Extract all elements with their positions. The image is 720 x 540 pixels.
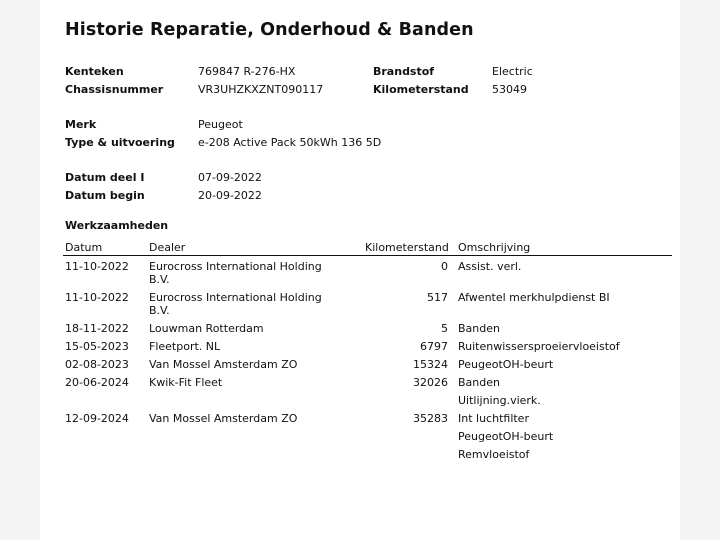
datum-deel-label: Datum deel I — [65, 171, 145, 184]
row-5-kilometerstand: 15324 — [413, 358, 448, 371]
chassis-value: VR3UHZKXZNT090117 — [198, 83, 324, 96]
page-title: Historie Reparatie, Onderhoud & Banden — [65, 20, 474, 40]
row-1-dealer-line-2: B.V. — [149, 273, 170, 286]
row-6-dealer: Kwik-Fit Fleet — [149, 376, 223, 389]
row-2-datum: 11-10-2022 — [65, 291, 129, 304]
datum-begin-label: Datum begin — [65, 189, 145, 202]
row-3-kilometerstand: 5 — [441, 322, 448, 335]
row-1-datum: 11-10-2022 — [65, 260, 129, 273]
kenteken-label: Kenteken — [65, 65, 124, 78]
type-value: e-208 Active Pack 50kWh 136 5D — [198, 136, 382, 149]
row-1-kilometerstand: 0 — [441, 260, 448, 273]
column-header-dealer: Dealer — [149, 241, 186, 254]
table-header-divider — [63, 255, 672, 256]
row-2-dealer-line-2: B.V. — [149, 304, 170, 317]
row-7-omschrijving-line-3: Remvloeistof — [458, 448, 530, 461]
row-7-datum: 12-09-2024 — [65, 412, 129, 425]
type-label: Type & uitvoering — [65, 136, 175, 149]
row-5-datum: 02-08-2023 — [65, 358, 129, 371]
brandstof-label: Brandstof — [373, 65, 435, 78]
row-5-omschrijving: PeugeotOH-beurt — [458, 358, 554, 371]
row-4-omschrijving: Ruitenwissersproeiervloeistof — [458, 340, 620, 353]
row-6-kilometerstand: 32026 — [413, 376, 448, 389]
row-6-omschrijving: Banden — [458, 376, 500, 389]
row-3-datum: 18-11-2022 — [65, 322, 129, 335]
row-7-omschrijving: Int luchtfilter — [458, 412, 529, 425]
row-4-dealer: Fleetport. NL — [149, 340, 221, 353]
document-page — [40, 0, 680, 540]
row-2-dealer: Eurocross International Holding — [149, 291, 322, 304]
chassis-label: Chassisnummer — [65, 83, 164, 96]
row-6-datum: 20-06-2024 — [65, 376, 129, 389]
brandstof-value: Electric — [492, 65, 533, 78]
row-6-omschrijving-line-2: Uitlijning.vierk. — [458, 394, 541, 407]
datum-deel-value: 07-09-2022 — [198, 171, 262, 184]
row-1-dealer: Eurocross International Holding — [149, 260, 322, 273]
merk-label: Merk — [65, 118, 97, 131]
column-header-omschrijving: Omschrijving — [458, 241, 531, 254]
row-2-omschrijving: Afwentel merkhulpdienst BI — [458, 291, 610, 304]
kenteken-value: 769847 R-276-HX — [198, 65, 296, 78]
row-5-dealer: Van Mossel Amsterdam ZO — [149, 358, 298, 371]
row-4-kilometerstand: 6797 — [420, 340, 448, 353]
column-header-datum: Datum — [65, 241, 103, 254]
kilometerstand-value: 53049 — [492, 83, 527, 96]
row-7-dealer: Van Mossel Amsterdam ZO — [149, 412, 298, 425]
kilometerstand-label: Kilometerstand — [373, 83, 469, 96]
row-7-kilometerstand: 35283 — [413, 412, 448, 425]
row-2-kilometerstand: 517 — [427, 291, 448, 304]
column-header-kilometerstand: Kilometerstand — [365, 241, 449, 254]
row-3-omschrijving: Banden — [458, 322, 500, 335]
row-1-omschrijving: Assist. verl. — [458, 260, 522, 273]
werkzaamheden-title: Werkzaamheden — [65, 219, 169, 232]
datum-begin-value: 20-09-2022 — [198, 189, 262, 202]
row-7-omschrijving-line-2: PeugeotOH-beurt — [458, 430, 554, 443]
row-4-datum: 15-05-2023 — [65, 340, 129, 353]
merk-value: Peugeot — [198, 118, 243, 131]
row-3-dealer: Louwman Rotterdam — [149, 322, 264, 335]
